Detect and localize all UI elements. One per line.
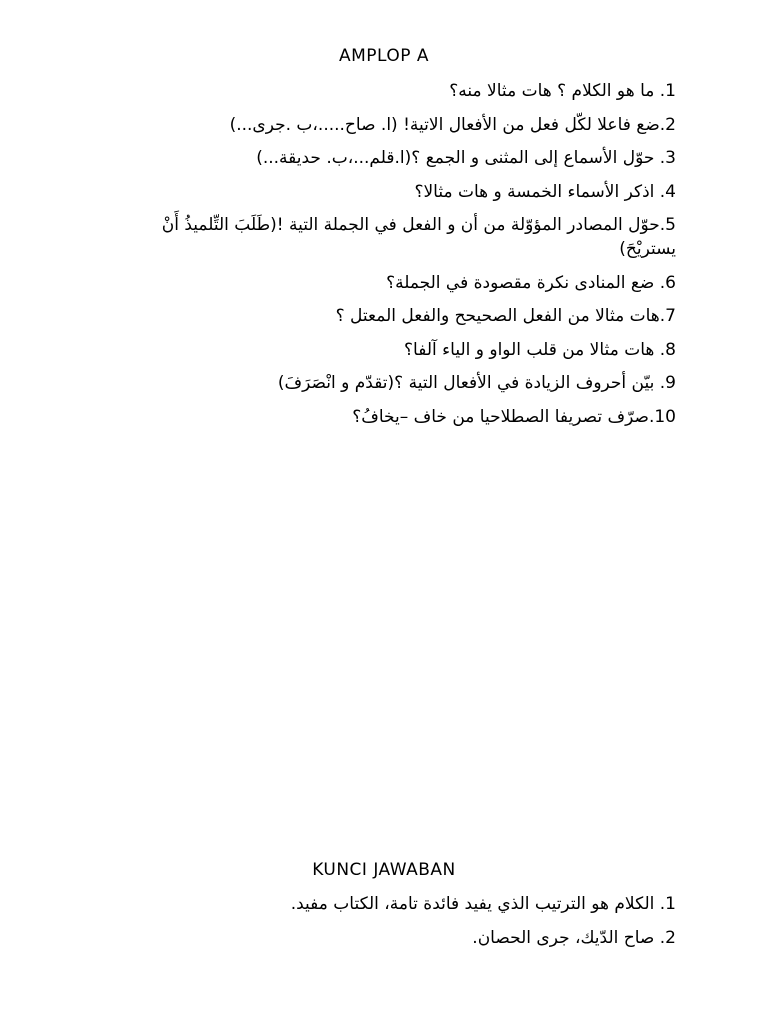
question-item-1: 1. ما هو الكلام ؟ هات مثالا منه؟	[449, 81, 676, 101]
question-item-7: 7.هات مثالا من الفعل الصحيحح والفعل المعتل ؟	[335, 306, 676, 326]
question-item-6: 6. ضع المنادى نكرة مقصودة في الجملة؟	[386, 272, 676, 293]
question-list	[116, 79, 676, 438]
question-item-8: 8. هات مثالا من قلب الواو و الياء آلفا؟	[404, 339, 676, 360]
answer-key-title: KUNCI JAWABAN	[312, 860, 456, 880]
answer-item-1: 1. الكلام هو الترتيب الذي يفيد فائدة تامة، الكتاب مفيد.	[290, 894, 676, 914]
question-item-9: 9. بيّن أحروف الزيادة في الأفعال التية ؟(تقدّم و انْصَرَفَ)	[277, 373, 676, 393]
answer-list	[116, 892, 676, 959]
question-item-10: 10.صرّف تصريفا الصطلاحيا من خاف –يخافُ؟	[352, 406, 676, 427]
page-title: AMPLOP A	[338, 46, 430, 66]
question-item-5: 5.حوّل المصادر المؤوّلة من أن و الفعل في الجملة التية !(طَلَبَ التِّلميذُ أَنْ يستريْحَ)	[161, 215, 676, 259]
question-item-2: 2.ضع فاعلا لكّل فعل من الأفعال الاتية! (ا. صاح.....،ب .جرى...)	[229, 114, 676, 135]
answer-item-2: 2. صاح الدّيك، جرى الحصان.	[472, 927, 676, 948]
question-item-3: 3. حوّل الأسماع إلى المثنى و الجمع ؟(ا.قلم...،ب. حديقة...)	[256, 148, 676, 168]
question-item-4: 4. اذكر الأسماء الخمسة و هات مثالا؟	[414, 181, 676, 202]
